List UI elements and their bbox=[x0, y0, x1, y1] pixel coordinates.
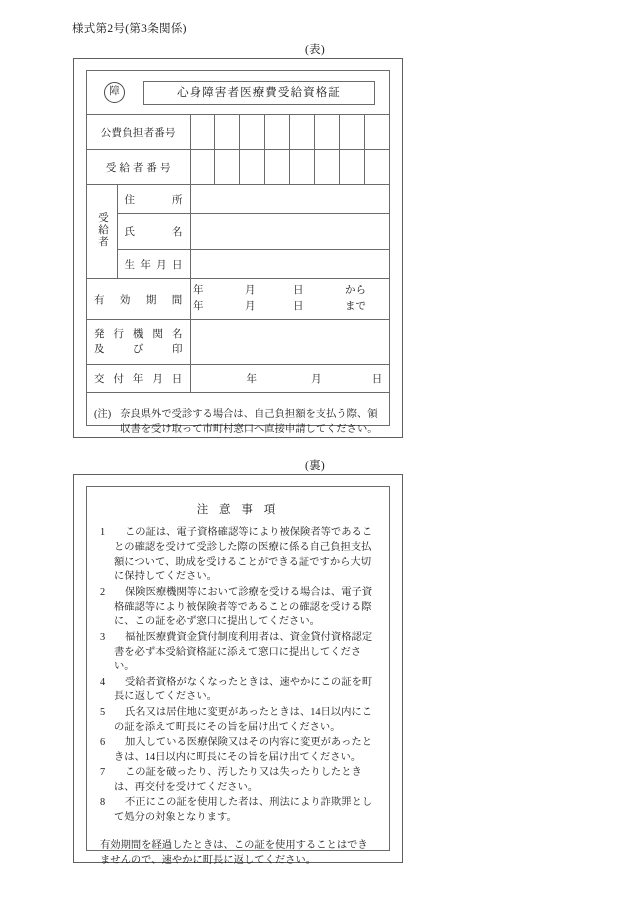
birthdate-value[interactable] bbox=[190, 250, 389, 279]
notice-item bbox=[100, 796, 376, 826]
notice-item-number: 3 bbox=[100, 631, 106, 643]
notice-item-text: 不正にこの証を使用した者は、刑法により詐欺罪として処分の対象となります。 bbox=[114, 797, 373, 823]
title-cell bbox=[87, 71, 389, 115]
notice-item-text: 保険医療機関等において診療を受ける場合は、電子資格確認等により被保険者等であることの確認を受ける際に、この証を必ず窓口に提出してください。 bbox=[114, 586, 373, 628]
recipient-group-label-text: 受給者 bbox=[97, 211, 108, 248]
recipient-number-cell-5[interactable] bbox=[290, 150, 315, 185]
payer-number-cell-5[interactable] bbox=[290, 115, 315, 150]
payer-number-row bbox=[87, 115, 389, 150]
front-note-cell bbox=[87, 393, 389, 447]
payer-number-cell-7[interactable] bbox=[339, 115, 364, 150]
address-label-text: 住 所 bbox=[124, 194, 183, 206]
issuer-label-line1: 発 行 機 関 名 bbox=[94, 328, 183, 340]
payer-number-label: 公費負担者番号 bbox=[87, 115, 190, 150]
issue-date-month: 月 bbox=[311, 374, 322, 385]
payer-number-cell-4[interactable] bbox=[265, 115, 290, 150]
valid-to-month: 月 bbox=[245, 301, 256, 312]
notice-item-number: 8 bbox=[100, 797, 106, 809]
notice-item bbox=[100, 736, 376, 766]
name-label bbox=[117, 214, 190, 250]
valid-from-day: 日 bbox=[293, 284, 304, 296]
certificate-front-table bbox=[87, 71, 389, 447]
issuer-label-line2: 及 び 印 bbox=[94, 344, 183, 355]
name-value[interactable] bbox=[190, 214, 389, 250]
valid-to-day: 日 bbox=[293, 301, 304, 312]
notice-item-text: 氏名又は居住地に変更があったときは、14日以内にこの証を添えて町長にその旨を届け出てください。 bbox=[114, 706, 373, 733]
address-label bbox=[117, 185, 190, 214]
title-row bbox=[87, 71, 389, 115]
notice-item-number: 6 bbox=[100, 736, 106, 748]
recipient-number-cell-4[interactable] bbox=[265, 150, 290, 185]
valid-period-row bbox=[87, 279, 389, 320]
notice-heading: 注 意 事 項 bbox=[196, 504, 280, 516]
notice-item-number: 2 bbox=[100, 586, 106, 598]
valid-period-label-text: 有 効 期 間 bbox=[94, 294, 183, 306]
front-note-marker: (注) bbox=[94, 409, 112, 421]
front-note-row bbox=[87, 393, 389, 447]
issue-date-row bbox=[87, 365, 389, 393]
issue-date-label bbox=[87, 365, 190, 393]
issuer-value[interactable] bbox=[190, 320, 389, 365]
notice-list bbox=[100, 526, 376, 826]
payer-number-cell-2[interactable] bbox=[215, 115, 240, 150]
notice-closing-paragraph: 有効期間を経過したときは、この証を使用することはできませんので、速やかに町長に返してください。 bbox=[100, 839, 368, 866]
recipient-number-cell-7[interactable] bbox=[339, 150, 364, 185]
front-note-text: 奈良県外で受診する場合は、自己負担額を支払う際、領収書を受け取って市町村窓口へ直接申請してください。 bbox=[120, 409, 378, 435]
back-card-frame bbox=[73, 474, 403, 866]
birthdate-row bbox=[87, 250, 389, 279]
issue-date-year: 年 bbox=[246, 374, 257, 385]
payer-number-cell-1[interactable] bbox=[190, 115, 215, 150]
notice-item bbox=[100, 706, 376, 736]
valid-period-values[interactable] bbox=[190, 279, 389, 320]
certificate-title: 心身障害者医療費受給資格証 bbox=[143, 81, 375, 105]
recipient-number-cell-1[interactable] bbox=[190, 150, 215, 185]
recipient-number-cell-3[interactable] bbox=[240, 150, 265, 185]
valid-from-suffix: から bbox=[345, 284, 366, 296]
front-card-inner bbox=[86, 70, 390, 435]
issue-date-label-text: 交 付 年 月 日 bbox=[94, 374, 183, 385]
notice-item-text: この証は、電子資格確認等により被保険者等であることの確認を受けて受診した際の医療に係る自己負担支払額について、助成を受けることができる証ですから大切に保持してください。 bbox=[114, 527, 373, 583]
notice-item-number: 5 bbox=[100, 706, 106, 718]
back-card-inner bbox=[86, 486, 390, 866]
recipient-group-label bbox=[87, 185, 117, 279]
birthdate-label bbox=[117, 250, 190, 279]
notice-item-text: この証を破ったり、汚したり又は失ったりしたときは、再交付を受けてください。 bbox=[114, 767, 362, 793]
notice-item-number: 1 bbox=[100, 527, 106, 538]
valid-period-label bbox=[87, 279, 190, 320]
recipient-number-cell-2[interactable] bbox=[215, 150, 240, 185]
front-side-caption: (表) bbox=[304, 44, 326, 56]
notice-item bbox=[100, 586, 376, 630]
form-number-heading: 様式第2号(第3条関係) bbox=[72, 23, 187, 35]
back-side-caption: (裏) bbox=[304, 460, 326, 472]
notice-item-text: 加入している医療保険又はその内容に変更があったときは、14日以内に町長にその旨を届け出てください。 bbox=[114, 736, 373, 763]
disability-badge-icon: 障 bbox=[104, 82, 125, 103]
recipient-number-row bbox=[87, 150, 389, 185]
name-label-text: 氏 名 bbox=[124, 227, 183, 238]
issue-date-values[interactable] bbox=[190, 365, 389, 393]
payer-number-cell-3[interactable] bbox=[240, 115, 265, 150]
recipient-number-cell-8[interactable] bbox=[364, 150, 389, 185]
address-value[interactable] bbox=[190, 185, 389, 214]
notice-item-text: 受給者資格がなくなったときは、速やかにこの証を町長に返してください。 bbox=[114, 676, 373, 703]
valid-from-month: 月 bbox=[245, 284, 256, 296]
issuer-label bbox=[87, 320, 190, 365]
name-row bbox=[87, 214, 389, 250]
notice-item bbox=[100, 676, 376, 706]
notice-item bbox=[100, 766, 376, 796]
valid-to-year: 年 bbox=[193, 301, 204, 312]
issue-date-day: 日 bbox=[371, 374, 383, 385]
address-row bbox=[87, 185, 389, 214]
issuer-row bbox=[87, 320, 389, 365]
notice-section bbox=[87, 487, 389, 866]
birthdate-label-text: 生 年 月 日 bbox=[124, 259, 183, 271]
notice-item bbox=[100, 526, 376, 585]
notice-item-number: 4 bbox=[100, 676, 106, 688]
valid-to-line bbox=[191, 299, 374, 315]
payer-number-cell-8[interactable] bbox=[364, 115, 389, 150]
valid-from-line bbox=[191, 283, 374, 299]
recipient-number-cell-6[interactable] bbox=[314, 150, 339, 185]
notice-item-number: 7 bbox=[100, 767, 106, 778]
front-card-frame bbox=[73, 58, 403, 438]
notice-item bbox=[100, 631, 376, 675]
payer-number-cell-6[interactable] bbox=[314, 115, 339, 150]
valid-from-year: 年 bbox=[193, 284, 204, 296]
notice-item-text: 福祉医療費資金貸付制度利用者は、資金貸付資格認定書を必ず本受給資格証に添えて窓口に提出してください。 bbox=[114, 631, 373, 673]
valid-to-suffix: まで bbox=[345, 301, 366, 312]
recipient-number-label: 受 給 者 番 号 bbox=[87, 150, 190, 185]
